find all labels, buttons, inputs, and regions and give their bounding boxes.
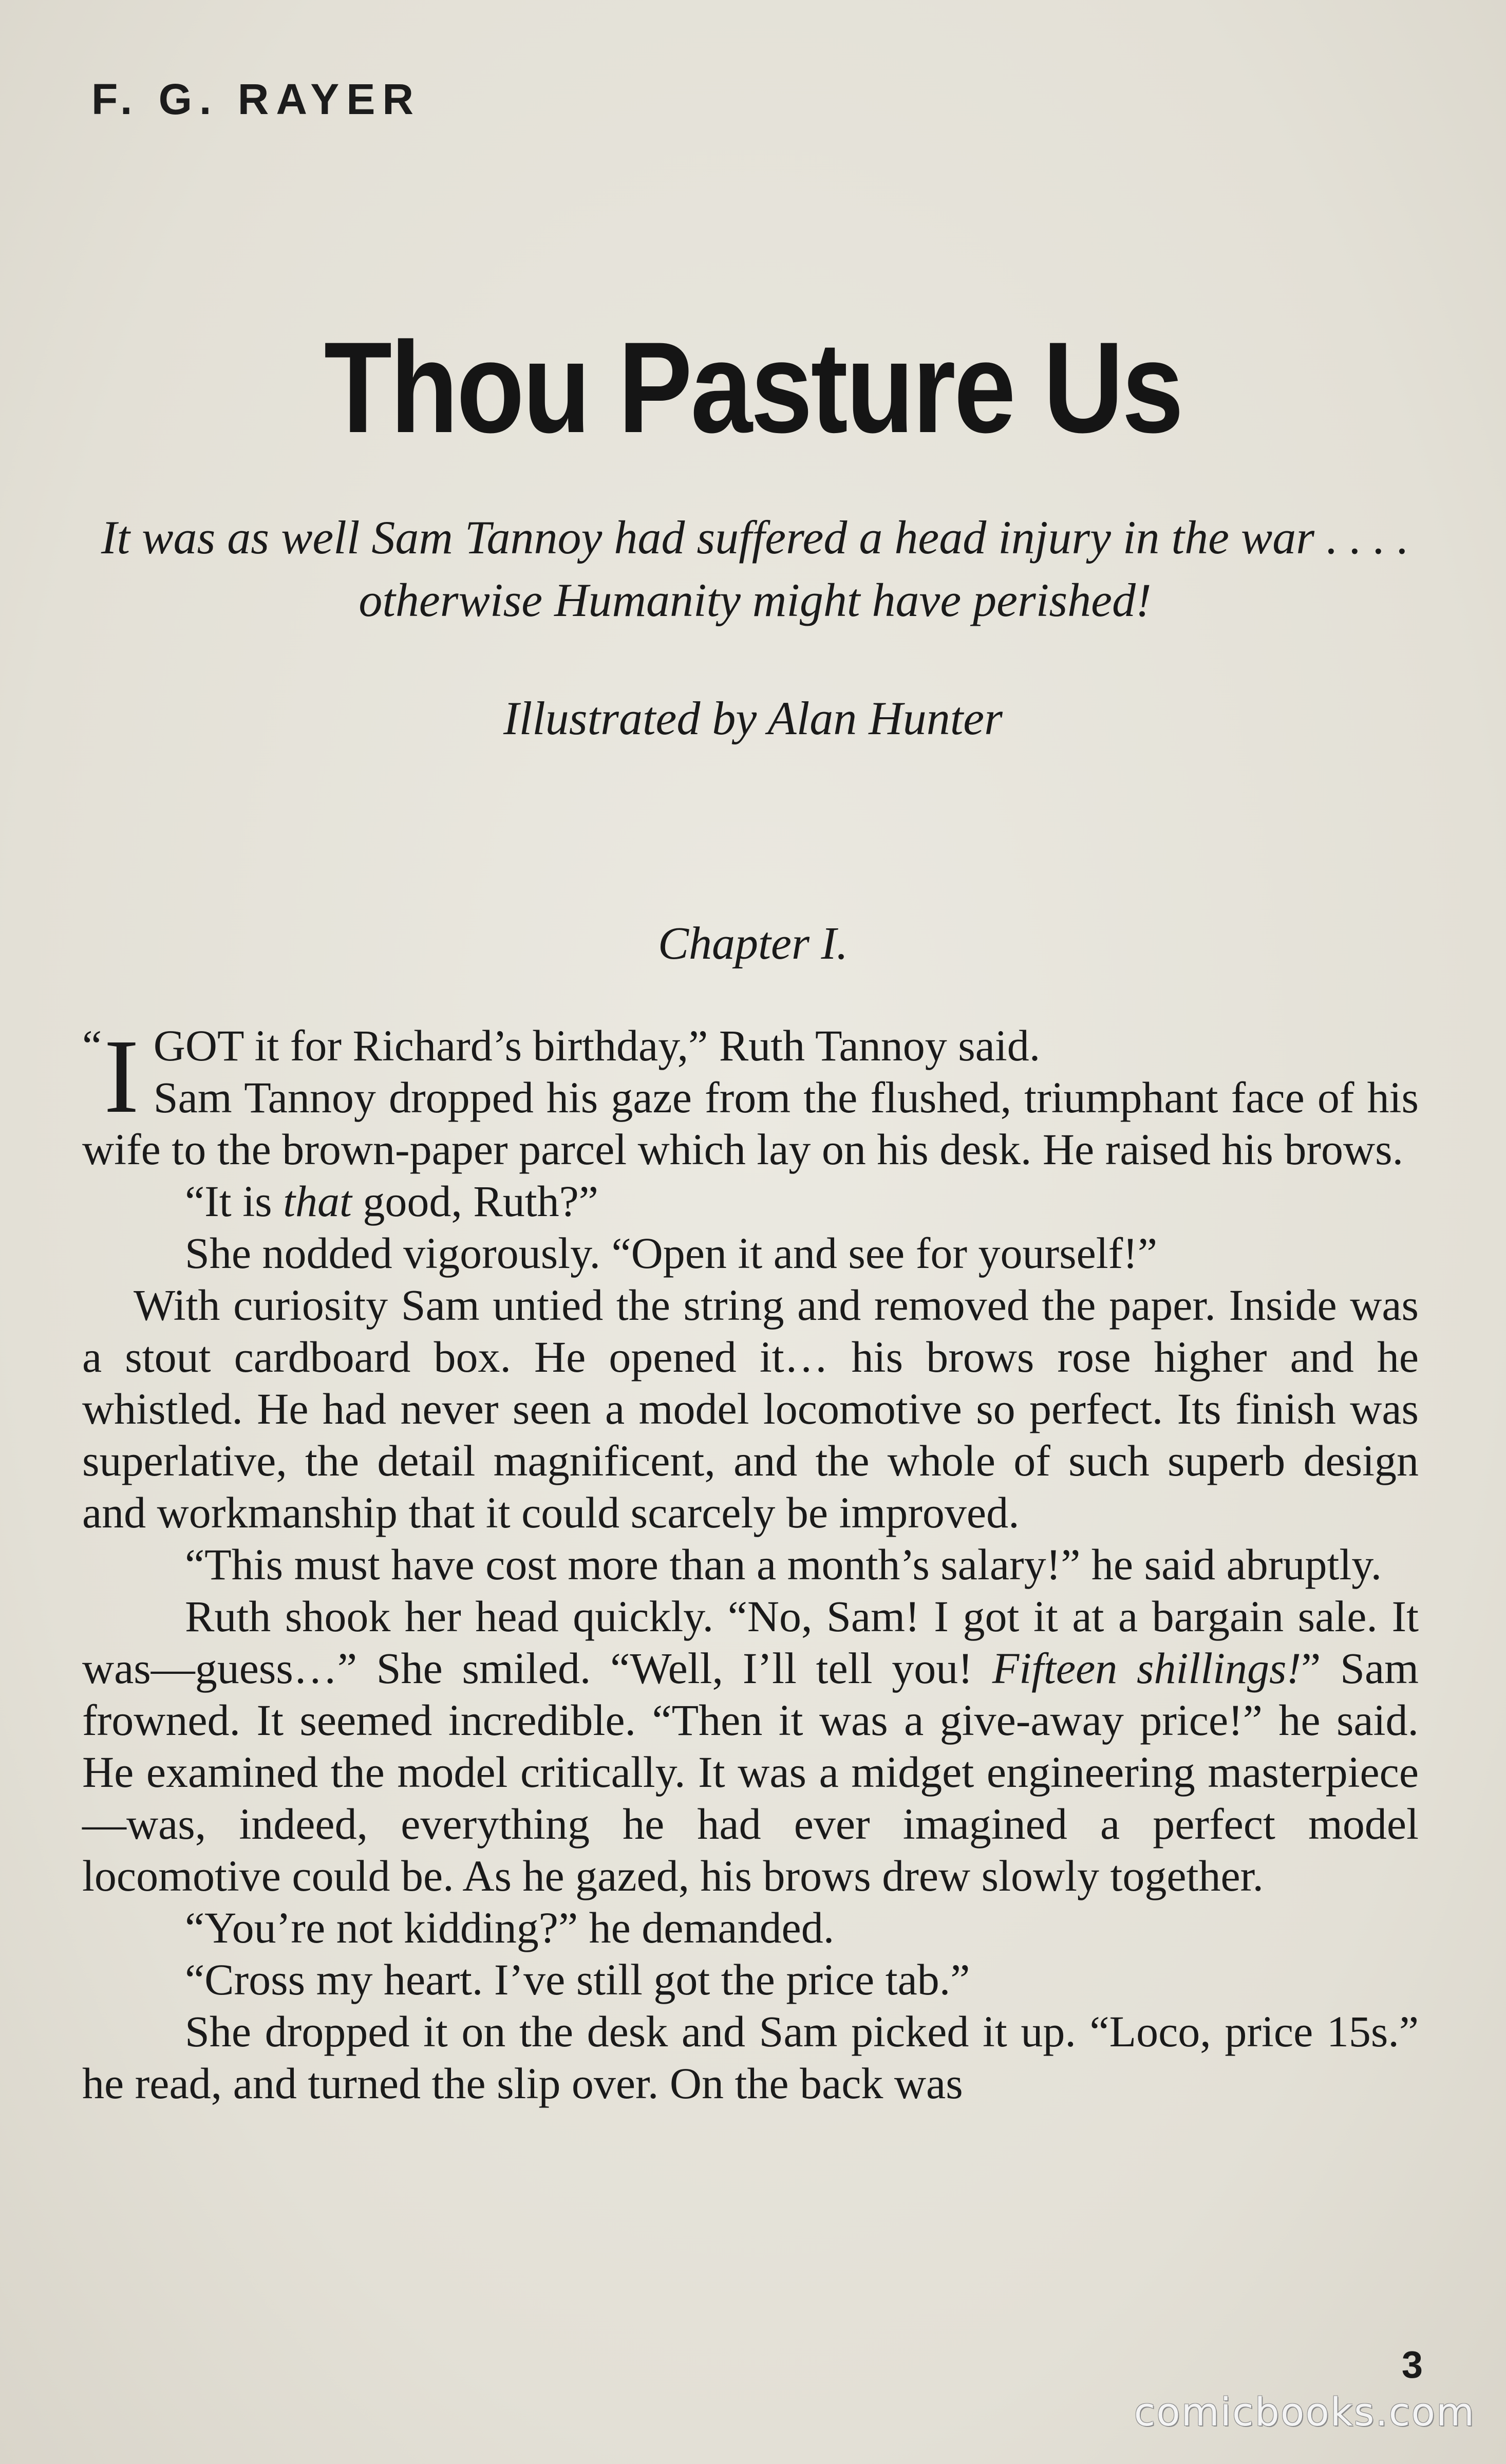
page-number: 3 <box>1401 2343 1423 2386</box>
story-body <box>82 1017 1419 2110</box>
watermark-logo: comicbooks.com <box>1134 2389 1475 2435</box>
paragraph-1-text: GOT it for Richard’s birthday,” Ruth Tannoy said. <box>153 1021 1041 1070</box>
paragraph-3 <box>82 1175 1419 1227</box>
paragraph-3-emphasis: that <box>283 1177 352 1226</box>
paragraph-7-text-a: Ruth shook her head quickly. “No, Sam! I got it at a bargain sale. It was—guess…” She smiled. “Well, I’ll tell you! <box>82 1592 1419 1693</box>
paragraph-5: With curiosity Sam untied the string and removed the paper. Inside was a stout cardboard box. He opened it… his brows rose higher and he whistled. He had never seen a model locomotive so perfect. Its finish was superlative, the detail magnificent, and the whole of such superb design and workmanship that it could scarcely be improved. <box>82 1280 1419 1537</box>
opening-quote: “ <box>82 1021 102 1070</box>
paragraph-9: “Cross my heart. I’ve still got the price tab.” <box>185 1955 970 2004</box>
story-subtitle: It was as well Sam Tannoy had suffered a head injury in the war . . . . otherwise Humanity might have perished! <box>101 511 1409 626</box>
chapter-heading: Chapter I. <box>658 918 848 969</box>
paragraph-6: “This must have cost more than a month’s salary!” he said abruptly. <box>185 1540 1382 1589</box>
illustrator-credit: Illustrated by Alan Hunter <box>503 692 1003 744</box>
story-title: Thou Pasture Us <box>324 315 1182 460</box>
paragraph-7-emphasis: Fifteen shillings! <box>992 1644 1302 1693</box>
paragraph-8: “You’re not kidding?” he demanded. <box>185 1903 835 1952</box>
drop-cap: I <box>104 1017 139 1135</box>
author-byline: F. G. RAYER <box>91 75 421 123</box>
paragraph-7-text-b: ” Sam frowned. It seemed incredible. “Then it was a give-away price!” he said. He examined the model critically. It was a midget engineering masterpiece—was, indeed, everything he had ever imagined a perfect model locomotive could be. As he gazed, his brows drew slowly together. <box>82 1644 1419 1900</box>
paragraph-3-text-a: “It is <box>185 1177 284 1226</box>
paragraph-10: She dropped it on the desk and Sam picked it up. “Loco, price 15s.” he read, and turned the slip over. On the back was <box>82 2007 1419 2108</box>
paragraph-3-text-b: good, Ruth?” <box>351 1177 598 1226</box>
paragraph-2: Sam Tannoy dropped his gaze from the flushed, triumphant face of his wife to the brown-paper parcel which lay on his desk. He raised his brows. <box>82 1073 1419 1174</box>
paragraph-4: She nodded vigorously. “Open it and see for yourself!” <box>185 1228 1158 1278</box>
paragraph-7 <box>82 1591 1419 1902</box>
